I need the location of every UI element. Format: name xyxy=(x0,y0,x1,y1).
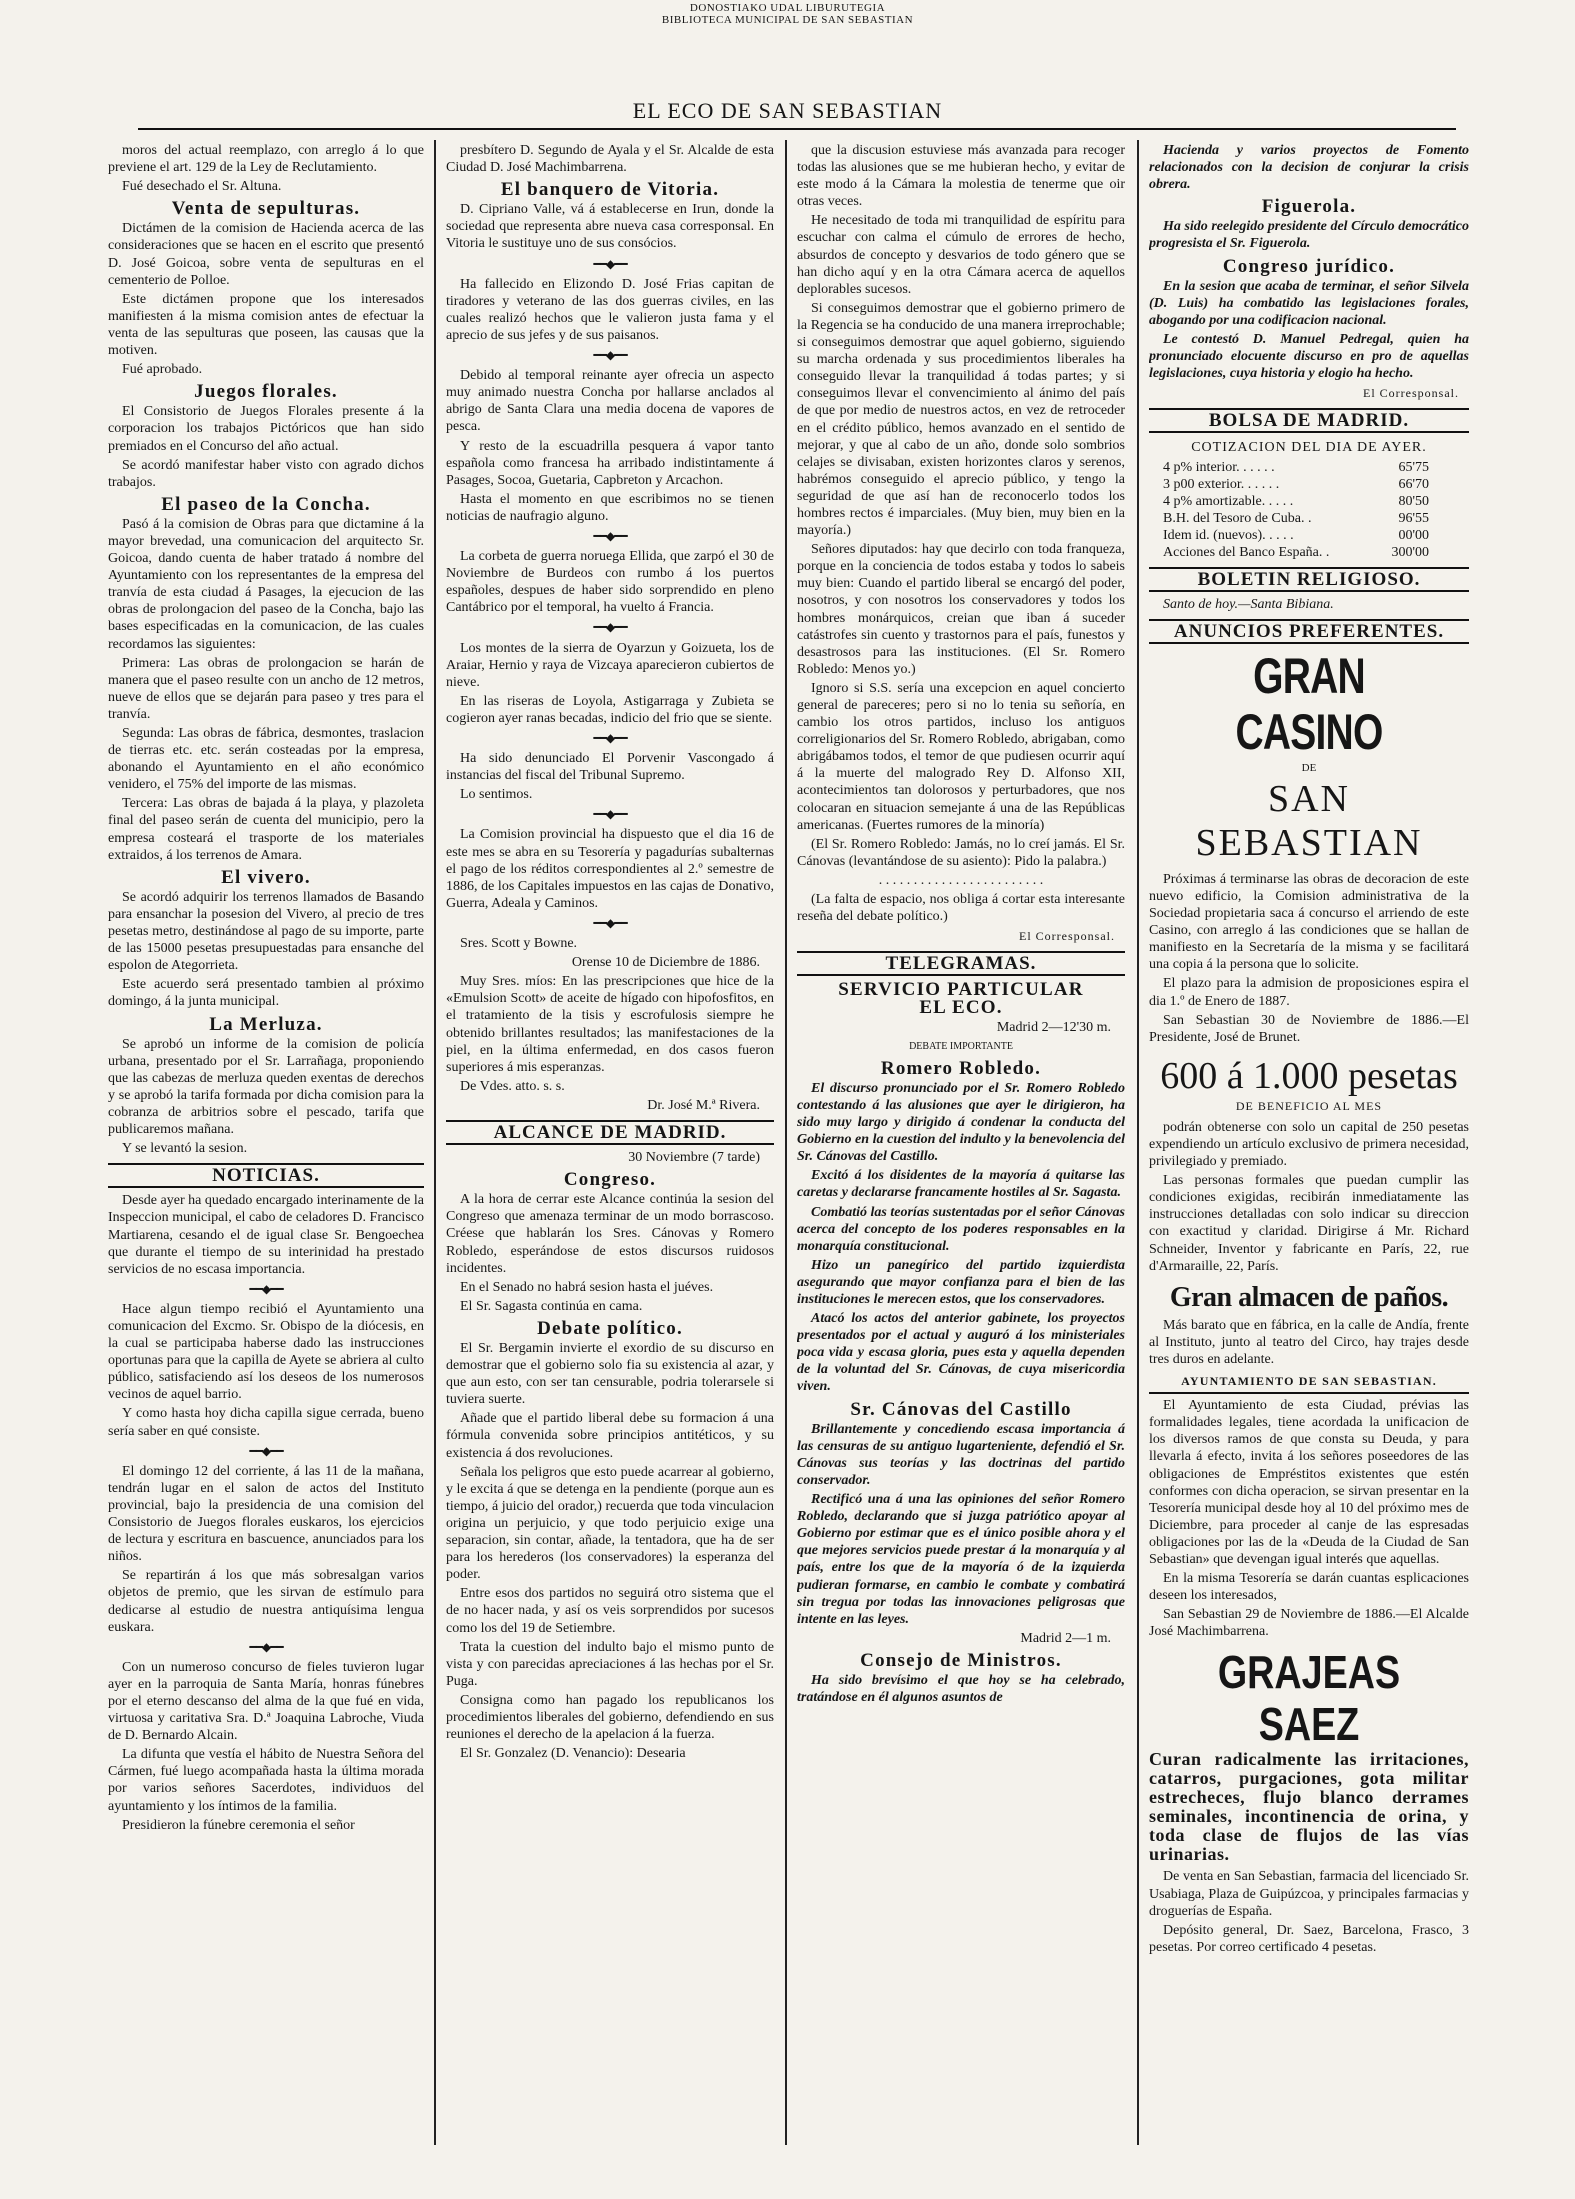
elision-dots: . . . . . . . . . . . . . . . . . . . . . . . . xyxy=(878,872,1044,888)
quote-label: B.H. del Tesoro de Cuba. . xyxy=(1163,510,1312,526)
letter-salutation: Sres. Scott y Bowne. xyxy=(460,936,578,952)
article-text: presbítero D. Segundo de Ayala y el Sr. Alcalde de esta Ciudad D. José Machimbarrena. xyxy=(446,143,774,176)
ad-casino-de: DE xyxy=(1301,761,1317,774)
masthead-rule xyxy=(138,128,1456,130)
article-text: Ignoro si S.S. sería una excepcion en aquel concierto general de pareceres; pero si no lo tenia su señoría, en cambio los otros partidos, incluso los antiguos correligionarios del Sr. Romero Robledo, abrigaban, como abrigábamos todos, el temor de que pudiesen ocurrir aquí á la muerte del malogrado Rey D. Alfonso XII, acontecimientos tan dolorosos y perturbadores, que nos colocaran en situacion semejante á una de las Repúblicas americanas. (Fuertes rumores de la minoría) xyxy=(797,680,1125,833)
ad-text: El plazo para la admision de proposiciones espira el dia 1.º de Enero de 1887. xyxy=(1149,976,1469,1009)
separator-ornament: ━━◆━━ xyxy=(593,807,627,822)
ad-text: De venta en San Sebastian, farmacia del licenciado Sr. Usabiaga, Plaza de Guipúzcoa, y principales farmacias y droguerías de España. xyxy=(1149,1869,1469,1919)
article-text: Segunda: Las obras de fábrica, desmontes, traslacion de tierras etc. etc. serán costeadas por la empresa, abonando el Ayuntamiento en el año económico venidero, el 75% del importe de las mismas. xyxy=(108,726,424,793)
news-item: Con un numeroso concurso de fieles tuvieron lugar ayer en la parroquia de Santa María, honras fúnebres por el eterno descanso del alma de la que fué en vida, virtuosa y caritativa Sra. D.ª Joaquina Labroche, Viuda de D. Bernardo Alcain. xyxy=(108,1659,424,1744)
article-text: La Comision provincial ha dispuesto que el dia 16 de este mes se abra en su Tesorería y pagadurías subalternas el pago de los réditos correspondientes al 2.º semestre de 1886, de los Capitales impuestos en las cajas de Donativo, Guerra, Adeala y Caminos. xyxy=(446,827,774,911)
quote-row xyxy=(1163,493,1429,510)
news-item: Hace algun tiempo recibió el Ayuntamiento una comunicacion del Excmo. Sr. Obispo de la diócesis, en la cual se participaba haberse dado las instrucciones oportunas para que la capilla de Ayete se abriera al culto público, satisfaciendo así los deseos de los numerosos vecinos de aquel barrio. xyxy=(108,1301,424,1403)
ad-pesetas-subtitle: DE BENEFICIO AL MES xyxy=(1235,1098,1383,1113)
section-heading-servicio: SERVICIO PARTICULAR xyxy=(838,979,1084,1001)
quote-row xyxy=(1163,510,1429,527)
news-item: Presidieron la fúnebre ceremonia el señor xyxy=(122,1817,355,1833)
quote-value: 66'70 xyxy=(1398,476,1429,492)
section-heading-congreso-juridico: Congreso jurídico. xyxy=(1222,255,1396,277)
ad-almacen-title: Gran almacen de paños. xyxy=(1169,1281,1449,1313)
article-text: Dictámen de la comision de Hacienda acerca de las consideraciones que se hacen en el escrito que presentó D. José Goicoa, sobre venta de sepulturas en el cementerio de Polloe. xyxy=(108,221,424,288)
article-text: La corbeta de guerra noruega Ellida, que zarpó el 30 de Noviembre de Burdeos con rumbo á los puertos españoles, despues de haber sido sorprendido en pleno Cantábrico por el temporal, ha vuelto á Francia. xyxy=(446,549,774,616)
letter-body: Muy Sres. míos: En las prescripciones que hice de la «Emulsion Scott» de aceite de hígado con hipofosfitos, en el tratamiento de la tisis y escrofulosis siempre he obtenido brillantes resultados; las manifestaciones de la piel, en la última enfermedad, en dos casos fueron superiores á mis esperanzas. xyxy=(446,974,774,1075)
bolsa-subtitle: COTIZACION DEL DIA DE AYER. xyxy=(1191,440,1427,456)
telegram-text: Atacó los actos del anterior gabinete, los proyectos presentados por el actual y auguró á los ministeriales poca vida y escasa gloria, pues esta y aquella dependen de la voluntad del Sr. Cánovas, de cuya misericordia viven. xyxy=(797,1311,1125,1395)
column-4 xyxy=(1149,142,1469,2142)
section-heading-alcance: ALCANCE DE MADRID. xyxy=(446,1120,774,1145)
quote-value: 00'00 xyxy=(1398,527,1429,543)
article-text: Este acuerdo será presentado tambien al próximo domingo, á la junta municipal. xyxy=(108,977,424,1010)
section-heading-anuncios: ANUNCIOS PREFERENTES. xyxy=(1149,619,1469,644)
letter-closing: De Vdes. atto. s. s. xyxy=(460,1078,565,1094)
separator-ornament: ━━◆━━ xyxy=(249,1443,283,1458)
ad-casino-title: GRAN CASINO xyxy=(1235,647,1383,760)
section-heading-canovas: Sr. Cánovas del Castillo xyxy=(850,1398,1072,1420)
section-heading-bolsa: BOLSA DE MADRID. xyxy=(1149,408,1469,433)
section-heading-paseo: El paseo de la Concha. xyxy=(161,493,371,515)
article-text: Fué aprobado. xyxy=(122,362,203,378)
separator-ornament: ━━◆━━ xyxy=(593,915,627,930)
news-item: Se repartirán á los que más sobresalgan varios objetos de premio, que les sirvan de estímulo para dedicarse al estudio de nuestra antiquísima lengua euskara. xyxy=(108,1568,424,1635)
article-text: Si conseguimos demostrar que el gobierno primero de la Regencia se ha conducido de una manera irreprochable; si conseguimos demostrar que aquel gobierno, siguiendo su marcha ordenada y sus procedimientos liberales ha conseguido llevar la tranquilidad á todas partes; y si conseguimos llevar el convencimiento al ánimo del país de que por medio de nuestros actos, en vez de retroceder en el crédito público, hemos avanzado en el sentido de mejorar, y que al cabo de un año, donde solo sombrios celajes se divisaban, existen horizontes claros y serenos, habrémos conseguido el aprecio público, y tengo la seguridad de que así han de reconocerlo todos los hombres rectos é imparciales. (Muy bien, muy bien en la mayoría.) xyxy=(797,300,1125,539)
dispatch-date: Madrid 2—12'30 m. xyxy=(996,1019,1111,1035)
library-stamp xyxy=(0,2,1575,26)
quote-label: Acciones del Banco España. . xyxy=(1163,544,1330,560)
separator-ornament: ━━◆━━ xyxy=(593,256,627,271)
section-heading-venta: Venta de sepulturas. xyxy=(171,198,361,220)
quote-row xyxy=(1163,544,1429,561)
quote-value: 96'55 xyxy=(1398,510,1429,526)
article-text: Ha sido denunciado El Porvenir Vascongado á instancias del fiscal del Tribunal Supremo. xyxy=(446,751,774,784)
telegram-text: Rectificó una á una las opiniones del señor Romero Robledo, declarando que si juzga patriótico apoyar al Gobierno por estimar que es el único posible ahora y el que mejores servicios puede prestar á la monarquía y al país, entre los que de la mayoría ó de la izquierda pudieran formarse, en cambio le combate y combatirá sin tregua por todas las innovaciones peligrosas que intente en las leyes. xyxy=(797,1492,1125,1627)
telegram-text: Hizo un panegírico del partido izquierdista asegurando que mayor confianza para el bien de las instituciones le merecen estos, que los conservadores. xyxy=(797,1257,1125,1307)
article-text: El Consistorio de Juegos Florales presente á la corporacion los trabajos Pictóricos que han sido premiados en el Concurso del año actual. xyxy=(108,404,424,454)
section-heading-congreso: Congreso. xyxy=(563,1169,657,1191)
ad-grajeas-claims: Curan radicalmente las irritaciones, catarros, purgaciones, gota militar estrecheces, flujo blanco derrames seminales, incontinencia de orina, y toda clase de flujos de las vías urinarias. xyxy=(1149,1749,1469,1865)
correspondent-signature: El Corresponsal. xyxy=(1363,386,1459,401)
separator-ornament: ━━◆━━ xyxy=(593,620,627,635)
article-text: Ha fallecido en Elizondo D. José Frias capitan de tiradores y veterano de las dos guerras civiles, en las cuales realizó hechos que le valieron justa fama y el aprecio de sus jefes y de sus paisanos. xyxy=(446,276,774,343)
article-text: Los montes de la sierra de Oyarzun y Goizueta, los de Araiar, Hernio y raya de Vizcaya aparecieron cubiertos de nieve. xyxy=(446,640,774,690)
article-text: Se aprobó un informe de la comision de policía urbana, presentado por el Sr. Larrañaga, proponiendo que las cabezas de merluza queden exentas de derechos y se aprobó la tarifa formada por dicha comision para la cobranza de arbitrios sobre el pescado, tarifa que publicaremos mañana. xyxy=(108,1036,424,1138)
section-heading-figuerola: Figuerola. xyxy=(1261,196,1357,218)
telegram-text: Brillantemente y concediendo escasa importancia á las censuras de su antiguo lugarteniente, defendió el Sr. Cánovas sus teorías y las doctrinas del partido conservador. xyxy=(797,1421,1125,1488)
quote-label: 3 p00 exterior. . . . . . xyxy=(1163,476,1280,492)
ad-text: San Sebastian 30 de Noviembre de 1886.—El Presidente, José de Brunet. xyxy=(1149,1012,1469,1045)
stamp-line-2: BIBLIOTECA MUNICIPAL DE SAN SEBASTIAN xyxy=(661,14,914,26)
notice-text: En la misma Tesorería se darán cuantas esplicaciones deseen los interesados, xyxy=(1149,1571,1469,1604)
article-text: Debido al temporal reinante ayer ofrecia un aspecto muy animado nuestra Concha por hallarse anclados al abrigo de Santa Clara una media docena de vapores de pesca. xyxy=(446,368,774,435)
notice-text: El Ayuntamiento de esta Ciudad, prévias las formalidades legales, tiene acordada la unificacion de los diversos ramos de que consta su Deuda, y para llevarla á efecto, invita á los señores poseedores de las obligaciones de Empréstitos existentes que estén conformes con dicha operacion, se sirvan presentar en la Tesorería municipal desde hoy al 10 del próximo mes de Diciembre, para proceder al canje de las espresadas obligaciones por las de la «Deuda de la Ciudad de San Sebastian» que devengan igual interés que aquellas. xyxy=(1149,1398,1469,1567)
article-text: (El Sr. Romero Robledo: Jamás, no lo creí jamás. El Sr. Cánovas (levantándose de su asiento): Pido la palabra.) xyxy=(797,836,1125,869)
quote-row xyxy=(1163,459,1429,476)
telegram-text: Hacienda y varios proyectos de Fomento relacionados con la decision de conjurar la crisis obrera. xyxy=(1149,143,1469,193)
separator-ornament: ━━◆━━ xyxy=(249,1639,283,1654)
news-item: Desde ayer ha quedado encargado interinamente de la Inspeccion municipal, el cabo de celadores D. Francisco Martiarena, cesando el de igual clase Sr. Bengoechea que durante el tiempo de su interinidad ha prestado servicios de no escasa importancia. xyxy=(108,1193,424,1277)
article-text: moros del actual reemplazo, con arreglo á lo que previene el art. 129 de la Ley de Reclutamiento. xyxy=(108,143,424,176)
column-divider-1 xyxy=(434,140,436,2145)
stamp-line-1: DONOSTIAKO UDAL LIBURUTEGIA xyxy=(689,2,886,14)
notice-text: San Sebastian 29 de Noviembre de 1886.—El Alcalde José Machimbarrena. xyxy=(1149,1607,1469,1640)
column-divider-3 xyxy=(1137,140,1139,2145)
ad-text: Más barato que en fábrica, en la calle de Andía, frente al Instituto, junto al teatro del Circo, hay trajes desde tres duros en adelante. xyxy=(1149,1317,1469,1367)
article-text: Señores diputados: hay que decirlo con toda franqueza, porque en la conciencia de todos estaba y todos lo sabeis muy bien: Cuando el partido liberal se encargó del poder, nosotros, y con nosotros los conservadores y todos los hombres monárquicos, creian que iban á suceder catástrofes sin cuento y trastornos para el país, funestos y desastrosos para las instituciones. (El Sr. Romero Robledo: Menos yo.) xyxy=(797,542,1125,677)
news-item: Y como hasta hoy dicha capilla sigue cerrada, bueno sería saber en qué consiste. xyxy=(108,1406,424,1439)
telegram-text: El discurso pronunciado por el Sr. Romero Robledo contestando á las alusiones que ayer le dirigieron, ha sido muy largo y dirigido á condenar la conducta del Gobierno en la cuestion del indulto y la benevolencia del Sr. Cánovas del Castillo. xyxy=(797,1080,1125,1165)
article-text: Consigna como han pagado los republicanos los procedimientos liberales del gobierno, defendiendo en sus reuniones el derecho de la apelacion á la fuerza. xyxy=(446,1692,774,1743)
separator-ornament: ━━◆━━ xyxy=(593,348,627,363)
quote-label: 4 p% amortizable. . . . . xyxy=(1163,493,1294,509)
column-1 xyxy=(108,142,424,2142)
correspondent-signature: El Corresponsal. xyxy=(1019,929,1115,944)
ad-text: Las personas formales que puedan cumplir las condiciones exigidas, recibirán inmediatamente las instrucciones detalladas con solo indicar su direccion con exactitud y claridad. Dirigirse á Mr. Richard Schneider, Inventor y fabricante en París, 22, rue d'Armaraille, 22, París. xyxy=(1149,1173,1469,1274)
article-text: Se acordó manifestar haber visto con agrado dichos trabajos. xyxy=(108,457,424,490)
separator-ornament: ━━◆━━ xyxy=(249,1281,283,1296)
separator-ornament: ━━◆━━ xyxy=(593,528,627,543)
column-3 xyxy=(797,142,1125,2142)
article-text: Hasta el momento en que escribimos no se tienen noticias de naufragio alguno. xyxy=(446,491,774,524)
section-heading-eleco: EL ECO. xyxy=(919,996,1003,1018)
article-text: Primera: Las obras de prolongacion se harán de manera que el paseo resulte con un ancho de 12 metros, nueve de ellos que se dejarán para paseo y tres para el tranvía. xyxy=(108,655,424,722)
article-text: Añade que el partido liberal debe su formacion á una fórmula convenida sobre principios antitéticos, y su existencia á dos revoluciones. xyxy=(446,1411,774,1461)
article-text: En las riseras de Loyola, Astigarraga y Zubieta se cogieron ayer ranas becadas, indicio del frio que se siente. xyxy=(446,693,774,726)
news-item: El domingo 12 del corriente, á las 11 de la mañana, tendrán lugar en el salon de actos del Instituto provincial, bajo la presidencia de una comision del Consistorio de Juegos florales euskaros, los ejercicios de lectura y escritura en bascuence, anunciados para los niños. xyxy=(108,1463,424,1565)
quote-row xyxy=(1163,476,1429,493)
quote-value: 300'00 xyxy=(1391,544,1429,560)
article-text: Tercera: Las obras de bajada á la playa, y plazoleta final del paseo serán de cuenta del municipio, pero la empresa costeará el trasporte de los materiales extraidos, á los terrenos de Amara. xyxy=(108,796,424,863)
letter-date: Orense 10 de Diciembre de 1886. xyxy=(571,955,760,971)
ad-text: podrán obtenerse con solo un capital de 250 pesetas expendiendo un artículo exclusivo de primera necesidad, privilegiado y premiado. xyxy=(1149,1119,1469,1170)
article-text: que la discusion estuviese más avanzada para recoger todas las alusiones que se me hubieran hecho, y evitar de este modo á la Cámara la molestia de tenerme que oir otras veces. xyxy=(797,143,1125,210)
section-heading-consejo: Consejo de Ministros. xyxy=(860,1649,1062,1671)
article-text: He necesitado de toda mi tranquilidad de espíritu para escuchar con calma el cúmulo de errores de hecho, absurdos de concepto y desvarios de todo género que se han dicho aquí y en la otra Cámara acerca de aquellos deplorables sucesos. xyxy=(797,213,1125,297)
section-heading-juegos: Juegos florales. xyxy=(194,381,338,403)
telegram-text: Ha sido reelegido presidente del Círculo democrático progresista el Sr. Figuerola. xyxy=(1149,219,1469,252)
news-item: La difunta que vestía el hábito de Nuestra Señora del Cármen, fué luego acompañada hasta la última morada por varios señores Sacerdotes, individuos del ayuntamiento y los íntimos de la familia. xyxy=(108,1747,424,1814)
section-heading-vivero: El vivero. xyxy=(221,866,311,888)
newspaper-masthead: EL ECO DE SAN SEBASTIAN xyxy=(632,98,943,123)
section-heading-romero: Romero Robledo. xyxy=(880,1057,1042,1079)
subheading-debate: DEBATE IMPORTANTE xyxy=(909,1040,1013,1052)
telegram-text: Ha sido brevísimo el que hoy se ha celebrado, tratándose en él algunos asuntos de xyxy=(797,1672,1125,1706)
section-heading-telegramas: TELEGRAMAS. xyxy=(797,951,1125,976)
section-heading-banquero: El banquero de Vitoria. xyxy=(500,179,720,201)
quote-row xyxy=(1163,527,1429,544)
quote-value: 65'75 xyxy=(1398,459,1429,475)
telegram-text: Excitó á los disidentes de la mayoría á quitarse las caretas y declararse francamente hostiles al Sr. Sagasta. xyxy=(797,1168,1125,1201)
article-text: Y se levantó la sesion. xyxy=(122,1141,248,1157)
article-text: Fué desechado el Sr. Altuna. xyxy=(122,179,282,195)
dispatch-date: Madrid 2—1 m. xyxy=(1020,1630,1111,1646)
article-text: En el Senado no habrá sesion hasta el juéves. xyxy=(460,1279,714,1295)
article-text: El Sr. Bergamin invierte el exordio de su discurso en demostrar que el gobierno solo fia su existencia al azar, y que aun esto, con ser tan censurable, podria tolerarsele si tuviera suerte. xyxy=(446,1341,774,1408)
article-text: Señala los peligros que esto puede acarrear al gobierno, y le excita á que se detenga en la pendiente (porque aun es tiempo, á juicio del orador,) recuerda que toda vinculacion origina un perjuicio, y que todo perjuicio exige una separacion, sin contar, añade, la tentadora, que ha de ser para los herederos (los conservadores) la esperanza del poder. xyxy=(446,1464,774,1583)
section-heading-debate: Debate político. xyxy=(537,1317,683,1339)
quote-label: Idem id. (nuevos). . . . . xyxy=(1163,527,1294,543)
bolsa-quotes-table xyxy=(1149,459,1469,561)
letter-signature: Dr. José M.ª Rivera. xyxy=(647,1097,760,1113)
article-text: El Sr. Gonzalez (D. Venancio): Desearia xyxy=(460,1746,686,1762)
separator-ornament: ━━◆━━ xyxy=(593,731,627,745)
article-text: D. Cipriano Valle, vá á establecerse en Irun, donde la sociedad que representa abre nueva casa corresponsal. En Vitoria le sustituye uno de sus consócios. xyxy=(446,202,774,252)
article-text: Y resto de la escuadrilla pesquera á vapor tanto española como francesa ha arribado indistintamente á Pasages, Socoa, Guetaria, Capbreton y Arcachon. xyxy=(446,438,774,488)
ad-pesetas-headline: 600 á 1.000 pesetas xyxy=(1160,1054,1458,1097)
section-heading-boletin: BOLETIN RELIGIOSO. xyxy=(1149,567,1469,592)
article-text: (La falta de espacio, nos obliga á cortar esta interesante reseña del debate político.) xyxy=(797,892,1125,925)
article-text: Lo sentimos. xyxy=(460,787,533,803)
ad-text: Próximas á terminarse las obras de decoracion de este nuevo edificio, la Comision administrativa de la Sociedad propietaria saca á concurso el arriendo de este Casino, con arreglo á las condiciones que se hallan de manifiesto en la Secretaría de la misma y se facilitará una copia á la persona que lo solicite. xyxy=(1149,871,1469,973)
section-heading-merluza: La Merluza. xyxy=(209,1013,323,1035)
dispatch-date: 30 Noviembre (7 tarde) xyxy=(628,1150,760,1166)
section-heading-ayuntamiento: AYUNTAMIENTO DE SAN SEBASTIAN. xyxy=(1149,1373,1469,1394)
telegram-text: Combatió las teorías sustentadas por el señor Cánovas acerca del concepto de los poderes responsables en la monarquía constitucional. xyxy=(797,1204,1125,1254)
ad-grajeas-title: GRAJEAS SAEZ xyxy=(1217,1646,1401,1751)
telegram-text: Le contestó D. Manuel Pedregal, quien ha pronunciado elocuente discurso en pro de aquellas legislaciones, cuya historia y elogio ha hecho. xyxy=(1149,331,1469,382)
column-divider-2 xyxy=(785,140,787,2145)
santo-del-dia: Santo de hoy.—Santa Bibiana. xyxy=(1163,596,1334,612)
article-text: A la hora de cerrar este Alcance continúa la sesion del Congreso que amenaza terminar de un modo borrascoso. Créese que hablarán los Sres. Cánovas y Romero Robledo, esperándose de estos discursos ruidosos incidentes. xyxy=(446,1192,774,1276)
column-2 xyxy=(446,142,774,2142)
article-text: Pasó á la comision de Obras para que dictamine á la mayor brevedad, una comunicacion del arquitecto Sr. Goicoa, dando cuenta de haber tratado á nombre del Ayuntamiento con los representantes de la empresa del tranvía de esta ciudad á Pasages, la ejecucion de las obras de prolongacion del paseo de la Concha, bajo las bases especificadas en la comunicacion, de las cuales recordamos las siguientes: xyxy=(108,516,424,652)
quote-value: 80'50 xyxy=(1398,493,1429,509)
article-text: Este dictámen propone que los interesados manifiesten á la misma comision antes de efectuar la venta de las sepulturas que poseen, las causas que la motiven. xyxy=(108,291,424,359)
ad-casino-place: SAN SEBASTIAN xyxy=(1195,777,1423,864)
article-text: El Sr. Sagasta continúa en cama. xyxy=(460,1298,643,1314)
article-text: Se acordó adquirir los terrenos llamados de Basando para ensanchar la posesion del Vivero, al precio de tres pesetas metro, destinándose al pago de su importe, parte de las 15000 pesetas presupuestadas para ensanche del espolon de Ategorrieta. xyxy=(108,889,424,974)
ad-text: Depósito general, Dr. Saez, Barcelona, Frasco, 3 pesetas. Por correo certificado 4 pesetas. xyxy=(1149,1922,1469,1955)
telegram-text: En la sesion que acaba de terminar, el señor Silvela (D. Luis) ha combatido las legislaciones forales, abogando por una codificacion nacional. xyxy=(1149,278,1469,328)
quote-label: 4 p% interior. . . . . . xyxy=(1163,459,1275,475)
article-text: Entre esos dos partidos no seguirá otro sistema que el de no hacer nada, y así os veis sorprendidos por sucesos como los del 19 de Setiembre. xyxy=(446,1586,774,1636)
article-text: Trata la cuestion del indulto bajo el mismo punto de vista y con parecidas apreciaciones á las hechas por el Sr. Puga. xyxy=(446,1639,774,1689)
section-heading-noticias: NOTICIAS. xyxy=(108,1163,424,1188)
